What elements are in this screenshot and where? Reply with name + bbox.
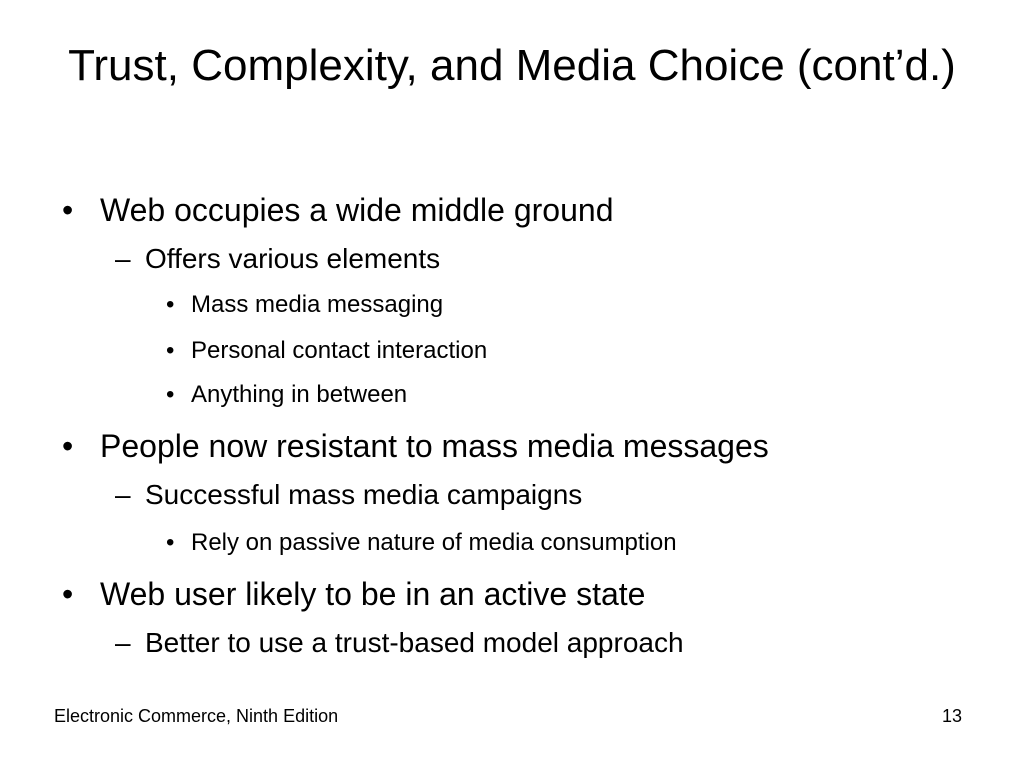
slide-title: Trust, Complexity, and Media Choice (cont’d.)	[68, 41, 956, 90]
bullet-marker: •	[62, 192, 74, 228]
bullet-marker: •	[62, 428, 74, 464]
sub-sub-bullet-text: Rely on passive nature of media consumption	[191, 529, 677, 556]
dash-marker: –	[115, 243, 131, 274]
bullet-marker: •	[166, 529, 175, 556]
bullet-text: Web occupies a wide middle ground	[100, 192, 614, 228]
bullet-text: Web user likely to be in an active state	[100, 576, 646, 612]
dash-marker: –	[115, 479, 131, 510]
bullet-marker: •	[166, 337, 175, 364]
bullet-marker: •	[62, 576, 74, 612]
sub-sub-bullet-text: Anything in between	[191, 381, 408, 408]
sub-sub-bullet-text: Mass media messaging	[191, 291, 444, 318]
bullet-marker: •	[166, 291, 175, 318]
sub-bullet-text: Offers various elements	[145, 243, 441, 274]
sub-bullet-text: Successful mass media campaigns	[145, 479, 583, 510]
bullet-text: People now resistant to mass media messages	[100, 428, 769, 464]
sub-sub-bullet-text: Personal contact interaction	[191, 337, 488, 364]
bullet-marker: •	[166, 381, 175, 408]
page-number: 13	[941, 706, 962, 726]
dash-marker: –	[115, 627, 131, 658]
footer-source: Electronic Commerce, Ninth Edition	[54, 706, 339, 726]
sub-bullet-text: Better to use a trust-based model approach	[145, 627, 684, 658]
